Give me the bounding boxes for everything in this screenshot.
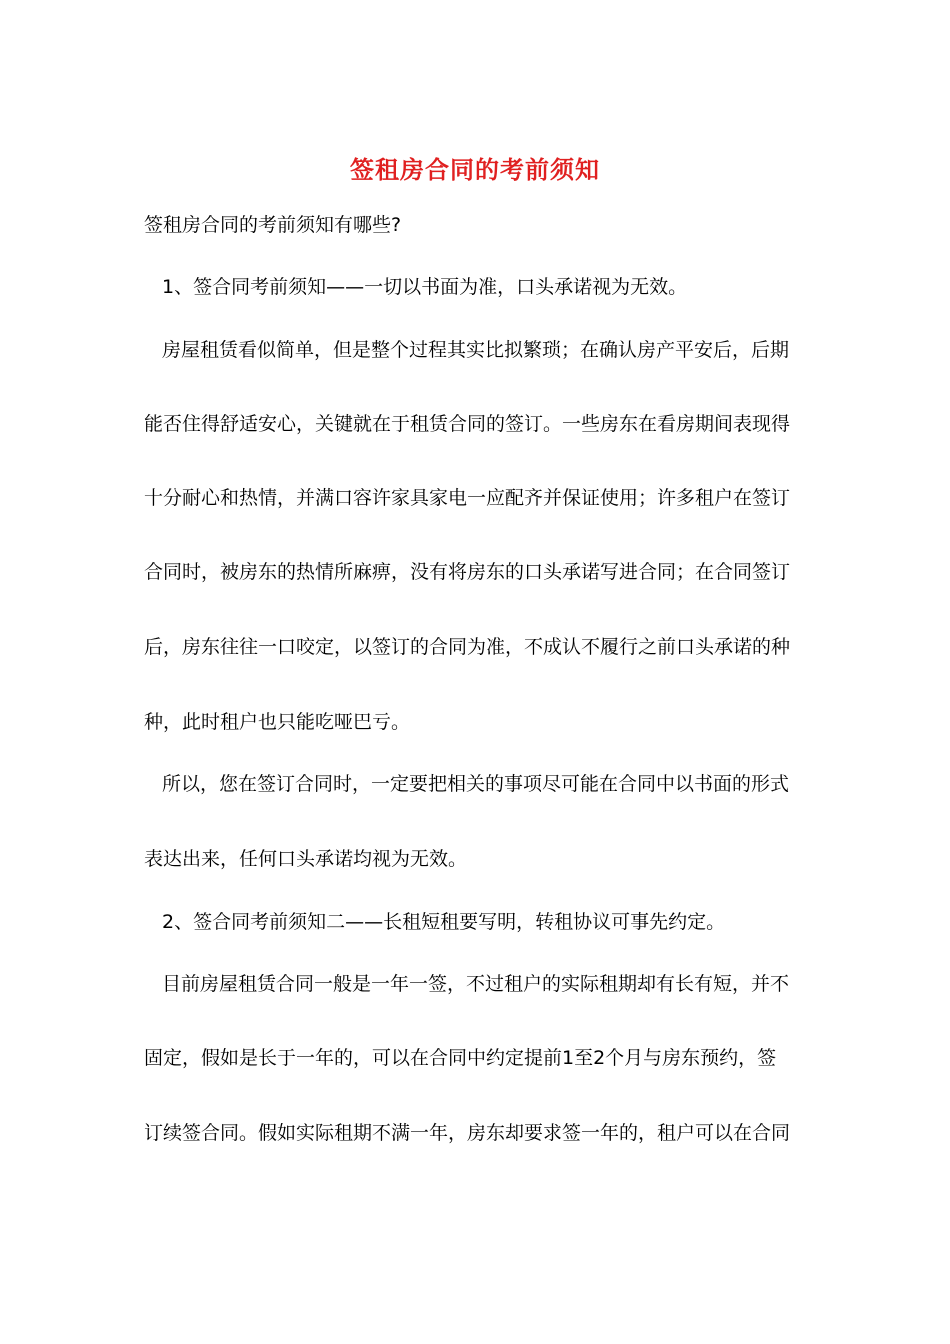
- paragraph-line: 表达出来，任何口头承诺均视为无效。: [144, 848, 468, 870]
- paragraph-line: 十分耐心和热情，并满口容许家具家电一应配齐并保证使用；许多租户在签订: [144, 487, 791, 509]
- document-title: 签租房合同的考前须知: [350, 156, 600, 184]
- paragraph-line: 固定，假如是长于一年的，可以在合同中约定提前1至2个月与房东预约，签: [144, 1047, 777, 1069]
- paragraph-line: 后，房东往往一口咬定，以签订的合同为准，不成认不履行之前口头承诺的种: [144, 636, 791, 658]
- paragraph-line: 房屋租赁看似简单，但是整个过程其实比拟繁琐；在确认房产平安后，后期: [162, 339, 790, 361]
- paragraph-line: 种，此时租户也只能吃哑巴亏。: [144, 711, 411, 733]
- intro-question: 签租房合同的考前须知有哪些?: [144, 214, 402, 236]
- paragraph-line: 所以，您在签订合同时，一定要把相关的事项尽可能在合同中以书面的形式: [162, 773, 790, 795]
- paragraph-line: 合同时，被房东的热情所麻痹，没有将房东的口头承诺写进合同；在合同签订: [144, 561, 791, 583]
- paragraph-line: 能否住得舒适安心，关键就在于租赁合同的签订。一些房东在看房期间表现得: [144, 413, 791, 435]
- paragraph-line: 目前房屋租赁合同一般是一年一签，不过租户的实际租期却有长有短，并不: [162, 973, 790, 995]
- section-2-heading: 2、签合同考前须知二——长租短租要写明，转租协议可事先约定。: [162, 911, 726, 933]
- paragraph-line: 订续签合同。假如实际租期不满一年，房东却要求签一年的，租户可以在合同: [144, 1122, 791, 1144]
- section-1-heading: 1、签合同考前须知——一切以书面为准，口头承诺视为无效。: [162, 276, 688, 298]
